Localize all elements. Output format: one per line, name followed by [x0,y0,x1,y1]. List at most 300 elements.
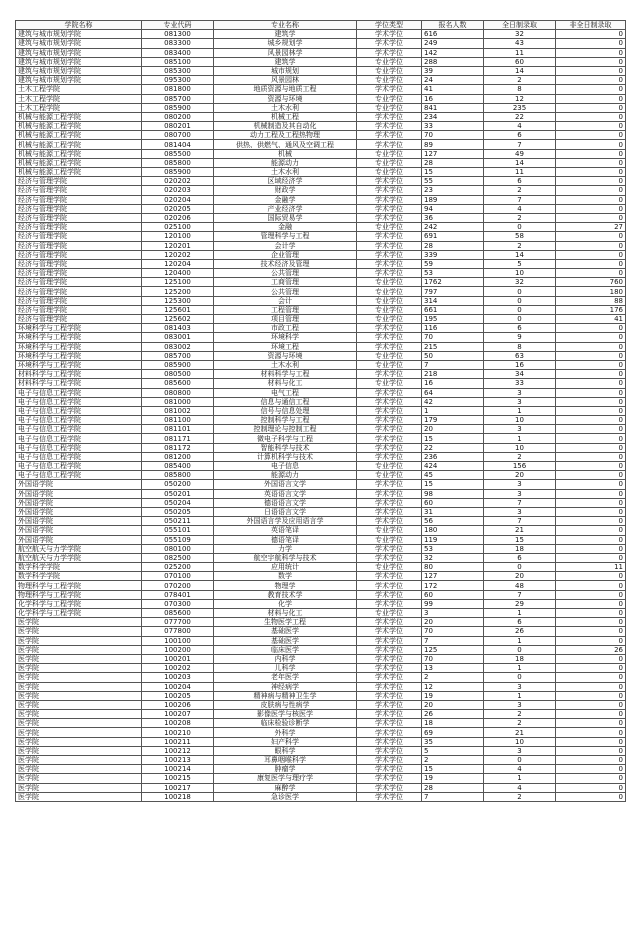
table-row [16,204,626,213]
parttime-admitted-cell: 0 [556,673,626,682]
major-code-cell: 055109 [142,535,214,544]
college-cell: 外国语学院 [16,507,142,516]
major-code-cell: 050201 [142,489,214,498]
college-cell: 建筑与城市规划学院 [16,57,142,66]
applicants-cell: 80 [422,563,484,572]
degree-type-cell: 专业学位 [357,315,422,324]
major-code-cell: 020205 [142,204,214,213]
major-code-cell: 085500 [142,149,214,158]
major-code-cell: 100218 [142,792,214,801]
degree-type-cell: 学术学位 [357,737,422,746]
table-row [16,599,626,608]
college-cell: 经济与管理学院 [16,305,142,314]
major-code-cell: 085700 [142,351,214,360]
applicants-cell: 19 [422,691,484,700]
major-code-cell: 085800 [142,471,214,480]
major-name-cell: 基础医学 [214,636,357,645]
major-code-cell: 080200 [142,112,214,121]
applicants-cell: 56 [422,517,484,526]
major-name-cell: 计算机科学与技术 [214,452,357,461]
applicants-cell: 195 [422,315,484,324]
parttime-admitted-cell: 0 [556,177,626,186]
fulltime-admitted-cell: 235 [484,103,556,112]
parttime-admitted-cell: 0 [556,553,626,562]
degree-type-cell: 学术学位 [357,645,422,654]
table-row [16,195,626,204]
fulltime-admitted-cell: 11 [484,168,556,177]
parttime-admitted-cell: 760 [556,278,626,287]
table-row [16,305,626,314]
major-code-cell: 080100 [142,544,214,553]
applicants-cell: 218 [422,370,484,379]
applicants-cell: 797 [422,287,484,296]
applicants-cell: 314 [422,296,484,305]
parttime-admitted-cell: 0 [556,609,626,618]
degree-type-cell: 学术学位 [357,269,422,278]
applicants-cell: 28 [422,158,484,167]
parttime-admitted-cell: 0 [556,535,626,544]
table-row [16,572,626,581]
degree-type-cell: 学术学位 [357,765,422,774]
degree-type-cell: 专业学位 [357,535,422,544]
degree-type-cell: 专业学位 [357,471,422,480]
table-row [16,728,626,737]
table-row [16,783,626,792]
major-code-cell: 085600 [142,379,214,388]
fulltime-admitted-cell: 3 [484,480,556,489]
major-name-cell: 妇产科学 [214,737,357,746]
college-cell: 环境科学与工程学院 [16,342,142,351]
applicants-cell: 7 [422,360,484,369]
applicants-cell: 60 [422,498,484,507]
degree-type-cell: 学术学位 [357,195,422,204]
parttime-admitted-cell: 26 [556,645,626,654]
college-cell: 经济与管理学院 [16,195,142,204]
degree-type-cell: 学术学位 [357,425,422,434]
applicants-cell: 7 [422,792,484,801]
degree-type-cell: 学术学位 [357,324,422,333]
major-code-cell: 083300 [142,39,214,48]
table-row [16,645,626,654]
major-name-cell: 内科学 [214,654,357,663]
degree-type-cell: 学术学位 [357,397,422,406]
parttime-admitted-cell: 0 [556,489,626,498]
major-code-cell: 100212 [142,746,214,755]
college-cell: 建筑与城市规划学院 [16,48,142,57]
applicants-cell: 189 [422,195,484,204]
fulltime-admitted-cell: 1 [484,774,556,783]
college-cell: 航空航天与力学学院 [16,553,142,562]
applicants-cell: 7 [422,636,484,645]
college-cell: 外国语学院 [16,480,142,489]
college-cell: 机械与能源工程学院 [16,149,142,158]
degree-type-cell: 学术学位 [357,581,422,590]
degree-type-cell: 专业学位 [357,526,422,535]
applicants-cell: 60 [422,590,484,599]
major-name-cell: 影像医学与核医学 [214,710,357,719]
college-cell: 医学院 [16,618,142,627]
degree-type-cell: 学术学位 [357,792,422,801]
fulltime-admitted-cell: 11 [484,48,556,57]
degree-type-cell: 学术学位 [357,85,422,94]
college-cell: 建筑与城市规划学院 [16,30,142,39]
major-name-cell: 急诊医学 [214,792,357,801]
parttime-admitted-cell: 0 [556,654,626,663]
major-name-cell: 风景园林学 [214,48,357,57]
applicants-cell: 339 [422,250,484,259]
table-row [16,489,626,498]
major-name-cell: 公共管理 [214,269,357,278]
table-row [16,370,626,379]
degree-type-cell: 专业学位 [357,158,422,167]
table-row [16,57,626,66]
degree-type-cell: 学术学位 [357,342,422,351]
major-code-cell: 081300 [142,30,214,39]
major-name-cell: 外国语言学及应用语言学 [214,517,357,526]
college-cell: 经济与管理学院 [16,204,142,213]
parttime-admitted-cell: 0 [556,259,626,268]
degree-type-cell: 学术学位 [357,544,422,553]
header-fulltime-admitted: 全日制录取 [484,21,556,30]
fulltime-admitted-cell: 1 [484,406,556,415]
degree-type-cell: 学术学位 [357,112,422,121]
parttime-admitted-cell: 0 [556,700,626,709]
major-code-cell: 085600 [142,609,214,618]
fulltime-admitted-cell: 10 [484,737,556,746]
table-row [16,526,626,535]
major-code-cell: 081002 [142,406,214,415]
major-name-cell: 机械工程 [214,112,357,121]
fulltime-admitted-cell: 1 [484,609,556,618]
major-name-cell: 会计学 [214,241,357,250]
parttime-admitted-cell: 0 [556,232,626,241]
fulltime-admitted-cell: 7 [484,517,556,526]
major-code-cell: 083001 [142,333,214,342]
applicants-cell: 20 [422,700,484,709]
major-code-cell: 080800 [142,388,214,397]
major-code-cell: 083002 [142,342,214,351]
degree-type-cell: 学术学位 [357,48,422,57]
college-cell: 医学院 [16,664,142,673]
major-name-cell: 工商管理 [214,278,357,287]
fulltime-admitted-cell: 7 [484,590,556,599]
table-row [16,416,626,425]
degree-type-cell: 学术学位 [357,416,422,425]
major-code-cell: 082500 [142,553,214,562]
parttime-admitted-cell: 0 [556,66,626,75]
fulltime-admitted-cell: 16 [484,360,556,369]
parttime-admitted-cell: 0 [556,379,626,388]
degree-type-cell: 专业学位 [357,103,422,112]
major-code-cell: 100100 [142,636,214,645]
college-cell: 电子与信息工程学院 [16,416,142,425]
major-code-cell: 081404 [142,140,214,149]
fulltime-admitted-cell: 14 [484,250,556,259]
major-name-cell: 生物医学工程 [214,618,357,627]
college-cell: 土木工程学院 [16,94,142,103]
table-body [16,30,626,802]
degree-type-cell: 专业学位 [357,305,422,314]
parttime-admitted-cell: 0 [556,728,626,737]
degree-type-cell: 学术学位 [357,186,422,195]
degree-type-cell: 学术学位 [357,177,422,186]
table-row [16,232,626,241]
parttime-admitted-cell: 0 [556,774,626,783]
college-cell: 电子与信息工程学院 [16,406,142,415]
header-parttime-admitted: 非全日制录取 [556,21,626,30]
fulltime-admitted-cell: 0 [484,756,556,765]
major-code-cell: 050200 [142,480,214,489]
table-row [16,269,626,278]
parttime-admitted-cell: 0 [556,599,626,608]
college-cell: 电子与信息工程学院 [16,397,142,406]
degree-type-cell: 学术学位 [357,691,422,700]
applicants-cell: 70 [422,654,484,663]
table-row [16,609,626,618]
major-code-cell: 100205 [142,691,214,700]
table-row [16,66,626,75]
fulltime-admitted-cell: 4 [484,204,556,213]
applicants-cell: 41 [422,85,484,94]
degree-type-cell: 专业学位 [357,379,422,388]
major-code-cell: 085800 [142,158,214,167]
fulltime-admitted-cell: 0 [484,563,556,572]
college-cell: 医学院 [16,627,142,636]
college-cell: 经济与管理学院 [16,241,142,250]
parttime-admitted-cell: 0 [556,544,626,553]
degree-type-cell: 学术学位 [357,131,422,140]
degree-type-cell: 学术学位 [357,333,422,342]
parttime-admitted-cell: 0 [556,250,626,259]
parttime-admitted-cell: 0 [556,746,626,755]
applicants-cell: 99 [422,599,484,608]
applicants-cell: 2 [422,673,484,682]
applicants-cell: 119 [422,535,484,544]
major-code-cell: 100202 [142,664,214,673]
major-code-cell: 100210 [142,728,214,737]
major-name-cell: 机械 [214,149,357,158]
table-row [16,360,626,369]
table-row [16,452,626,461]
fulltime-admitted-cell: 6 [484,553,556,562]
fulltime-admitted-cell: 3 [484,425,556,434]
fulltime-admitted-cell: 33 [484,379,556,388]
college-cell: 医学院 [16,783,142,792]
major-name-cell: 会计 [214,296,357,305]
degree-type-cell: 专业学位 [357,94,422,103]
table-row [16,406,626,415]
fulltime-admitted-cell: 7 [484,140,556,149]
applicants-cell: 288 [422,57,484,66]
applicants-cell: 127 [422,149,484,158]
fulltime-admitted-cell: 22 [484,112,556,121]
fulltime-admitted-cell: 8 [484,342,556,351]
major-name-cell: 英语笔译 [214,526,357,535]
parttime-admitted-cell: 0 [556,471,626,480]
parttime-admitted-cell: 176 [556,305,626,314]
major-name-cell: 智能科学与技术 [214,443,357,452]
applicants-cell: 50 [422,351,484,360]
major-name-cell: 市政工程 [214,324,357,333]
college-cell: 机械与能源工程学院 [16,122,142,131]
fulltime-admitted-cell: 10 [484,416,556,425]
table-row [16,333,626,342]
college-cell: 电子与信息工程学院 [16,425,142,434]
fulltime-admitted-cell: 6 [484,131,556,140]
college-cell: 医学院 [16,765,142,774]
table-row [16,746,626,755]
parttime-admitted-cell: 0 [556,103,626,112]
degree-type-cell: 学术学位 [357,241,422,250]
table-row [16,480,626,489]
major-name-cell: 风景园林 [214,76,357,85]
college-cell: 医学院 [16,654,142,663]
fulltime-admitted-cell: 21 [484,728,556,737]
parttime-admitted-cell: 41 [556,315,626,324]
degree-type-cell: 学术学位 [357,756,422,765]
table-row [16,498,626,507]
table-row [16,654,626,663]
applicants-cell: 53 [422,269,484,278]
table-row [16,85,626,94]
major-code-cell: 078401 [142,590,214,599]
major-name-cell: 微电子科学与工程 [214,434,357,443]
fulltime-admitted-cell: 0 [484,645,556,654]
fulltime-admitted-cell: 32 [484,278,556,287]
college-cell: 电子与信息工程学院 [16,452,142,461]
degree-type-cell: 学术学位 [357,664,422,673]
header-college: 学院名称 [16,21,142,30]
table-row [16,756,626,765]
college-cell: 材料科学与工程学院 [16,370,142,379]
degree-type-cell: 学术学位 [357,590,422,599]
table-row [16,351,626,360]
college-cell: 环境科学与工程学院 [16,351,142,360]
major-name-cell: 区域经济学 [214,177,357,186]
fulltime-admitted-cell: 34 [484,370,556,379]
fulltime-admitted-cell: 2 [484,76,556,85]
major-name-cell: 管理科学与工程 [214,232,357,241]
applicants-cell: 180 [422,526,484,535]
fulltime-admitted-cell: 8 [484,85,556,94]
applicants-cell: 1762 [422,278,484,287]
table-row [16,627,626,636]
major-name-cell: 儿科学 [214,664,357,673]
major-name-cell: 公共管理 [214,287,357,296]
table-row [16,517,626,526]
header-major-code: 专业代码 [142,21,214,30]
fulltime-admitted-cell: 2 [484,452,556,461]
major-name-cell: 控制理论与控制工程 [214,425,357,434]
table-row [16,719,626,728]
parttime-admitted-cell: 0 [556,186,626,195]
major-code-cell: 100203 [142,673,214,682]
college-cell: 土木工程学院 [16,103,142,112]
applicants-cell: 28 [422,241,484,250]
major-code-cell: 125200 [142,287,214,296]
major-name-cell: 信息与通信工程 [214,397,357,406]
college-cell: 化学科学与工程学院 [16,609,142,618]
applicants-cell: 215 [422,342,484,351]
college-cell: 外国语学院 [16,498,142,507]
college-cell: 机械与能源工程学院 [16,131,142,140]
major-code-cell: 077700 [142,618,214,627]
fulltime-admitted-cell: 0 [484,315,556,324]
applicants-cell: 32 [422,553,484,562]
fulltime-admitted-cell: 43 [484,39,556,48]
degree-type-cell: 学术学位 [357,627,422,636]
degree-type-cell: 学术学位 [357,553,422,562]
degree-type-cell: 学术学位 [357,452,422,461]
fulltime-admitted-cell: 156 [484,462,556,471]
college-cell: 机械与能源工程学院 [16,140,142,149]
table-row [16,590,626,599]
fulltime-admitted-cell: 18 [484,654,556,663]
degree-type-cell: 学术学位 [357,489,422,498]
table-row [16,379,626,388]
major-code-cell: 081101 [142,425,214,434]
major-code-cell: 085900 [142,168,214,177]
major-name-cell: 康复医学与理疗学 [214,774,357,783]
major-name-cell: 能源动力 [214,471,357,480]
parttime-admitted-cell: 0 [556,480,626,489]
parttime-admitted-cell: 180 [556,287,626,296]
college-cell: 经济与管理学院 [16,223,142,232]
fulltime-admitted-cell: 10 [484,269,556,278]
degree-type-cell: 学术学位 [357,213,422,222]
major-code-cell: 081200 [142,452,214,461]
table-row [16,774,626,783]
applicants-cell: 20 [422,425,484,434]
table-header-row [16,21,626,30]
table-row [16,259,626,268]
applicants-cell: 89 [422,140,484,149]
parttime-admitted-cell: 0 [556,765,626,774]
fulltime-admitted-cell: 3 [484,489,556,498]
major-code-cell: 050211 [142,517,214,526]
fulltime-admitted-cell: 60 [484,57,556,66]
major-name-cell: 德语语言文学 [214,498,357,507]
fulltime-admitted-cell: 26 [484,627,556,636]
table-row [16,186,626,195]
table-row [16,140,626,149]
fulltime-admitted-cell: 3 [484,746,556,755]
parttime-admitted-cell: 0 [556,572,626,581]
fulltime-admitted-cell: 2 [484,241,556,250]
parttime-admitted-cell: 0 [556,462,626,471]
parttime-admitted-cell: 0 [556,664,626,673]
degree-type-cell: 专业学位 [357,278,422,287]
table-row [16,315,626,324]
major-name-cell: 航空宇航科学与技术 [214,553,357,562]
college-cell: 航空航天与力学学院 [16,544,142,553]
table-row [16,287,626,296]
major-name-cell: 肿瘤学 [214,765,357,774]
major-name-cell: 土木水利 [214,360,357,369]
degree-type-cell: 学术学位 [357,406,422,415]
applicants-cell: 20 [422,618,484,627]
major-code-cell: 125601 [142,305,214,314]
parttime-admitted-cell: 0 [556,149,626,158]
major-name-cell: 国际贸易学 [214,213,357,222]
major-name-cell: 企业管理 [214,250,357,259]
fulltime-admitted-cell: 0 [484,305,556,314]
applicants-cell: 55 [422,177,484,186]
parttime-admitted-cell: 0 [556,581,626,590]
major-name-cell: 机械制造及其自动化 [214,122,357,131]
major-code-cell: 020204 [142,195,214,204]
table-row [16,388,626,397]
